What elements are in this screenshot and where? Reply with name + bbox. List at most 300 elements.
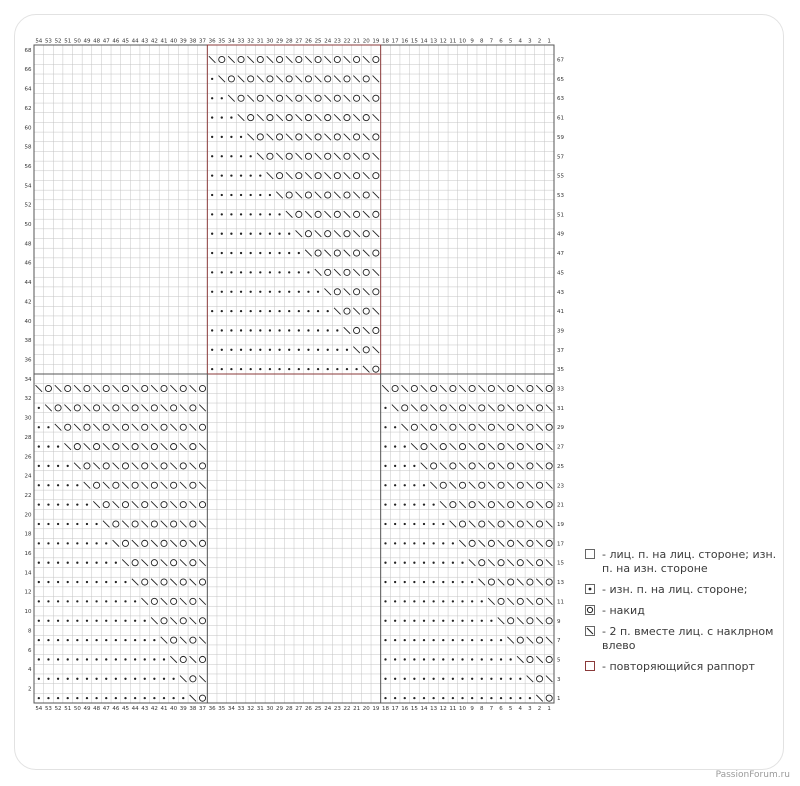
yarn-over-circle [344, 114, 350, 120]
purl-dot [153, 639, 155, 641]
yarn-over-circle [315, 134, 321, 140]
chart-grid [34, 45, 554, 703]
yarn-over-circle [94, 443, 100, 449]
purl-dot [307, 329, 309, 331]
k2tog-slash [199, 405, 206, 412]
k2tog-slash [450, 521, 457, 528]
k2tog-slash [141, 521, 148, 528]
purl-dot [471, 639, 473, 641]
column-label-top: 8 [480, 38, 484, 45]
yarn-over-circle [354, 211, 360, 217]
purl-dot [298, 271, 300, 273]
purl-dot [355, 368, 357, 370]
k2tog-slash [190, 695, 197, 702]
purl-dot [278, 349, 280, 351]
yarn-over-circle [267, 153, 273, 159]
purl-dot [269, 310, 271, 312]
k2tog-slash [315, 76, 322, 83]
k2tog-slash [373, 114, 380, 121]
purl-dot [67, 639, 69, 641]
k2tog-slash [296, 230, 303, 237]
k2tog-slash [122, 482, 129, 489]
k2tog-slash [324, 134, 331, 141]
column-label-top: 10 [459, 38, 467, 45]
k2tog-slash [373, 308, 380, 315]
purl-dot [76, 562, 78, 564]
row-label-left: 28 [24, 434, 32, 441]
purl-dot [144, 658, 146, 660]
purl-dot [452, 697, 454, 699]
k2tog-slash [170, 385, 177, 392]
purl-dot [221, 233, 223, 235]
row-label-right: 7 [557, 638, 561, 645]
purl-dot [432, 523, 434, 525]
yarn-over-circle [527, 502, 533, 508]
column-label-bottom: 37 [199, 706, 207, 712]
purl-dot [490, 658, 492, 660]
column-label-bottom: 33 [237, 706, 245, 712]
column-label-bottom: 28 [285, 706, 293, 712]
k2tog-slash [180, 521, 187, 528]
purl-dot [230, 271, 232, 273]
k2tog-slash [315, 114, 322, 121]
purl-dot [95, 523, 97, 525]
column-label-bottom: 25 [314, 706, 322, 712]
column-label-bottom: 17 [391, 706, 399, 712]
k2tog-slash [305, 134, 312, 141]
legend [585, 548, 790, 681]
yarn-over-circle [527, 540, 533, 546]
purl-dot [269, 349, 271, 351]
purl-dot [259, 271, 261, 273]
row-label-left: 40 [24, 318, 32, 325]
column-label-top: 15 [410, 38, 418, 45]
yarn-over-circle [536, 637, 542, 643]
purl-dot [124, 639, 126, 641]
k2tog-slash [305, 172, 312, 179]
purl-dot [105, 697, 107, 699]
purl-dot [115, 581, 117, 583]
row-label-right: 9 [557, 618, 561, 625]
yarn-over-circle [508, 385, 514, 391]
column-label-top: 28 [285, 38, 293, 45]
column-label-bottom: 51 [64, 706, 72, 712]
purl-dot [47, 658, 49, 660]
purl-dot [38, 600, 40, 602]
column-label-top: 5 [508, 38, 513, 45]
yarn-over-circle [171, 443, 177, 449]
yarn-over-circle [344, 192, 350, 198]
purl-dot [76, 581, 78, 583]
purl-dot [221, 136, 223, 138]
purl-dot [240, 368, 242, 370]
purl-dot [384, 426, 386, 428]
purl-dot [442, 600, 444, 602]
purl-dot [67, 581, 69, 583]
yarn-over-circle [469, 502, 475, 508]
purl-dot [307, 271, 309, 273]
purl-dot [240, 155, 242, 157]
yarn-over-circle [305, 153, 311, 159]
column-label-bottom: 24 [324, 706, 332, 712]
k2tog-slash [276, 192, 283, 199]
yarn-over-circle [508, 579, 514, 585]
purl-dot [124, 600, 126, 602]
purl-dot [317, 368, 319, 370]
purl-dot [384, 620, 386, 622]
k2tog-slash [161, 598, 168, 605]
purl-dot [384, 697, 386, 699]
purl-dot [230, 368, 232, 370]
purl-dot [384, 503, 386, 505]
purl-dot [67, 465, 69, 467]
yarn-over-circle [363, 192, 369, 198]
k2tog-slash [161, 443, 168, 450]
purl-dot [250, 194, 252, 196]
column-label-top: 44 [131, 38, 139, 45]
purl-dot [105, 678, 107, 680]
k2tog-slash [507, 559, 514, 566]
k2tog-slash [228, 56, 235, 63]
yarn-over-circle [161, 424, 167, 430]
purl-dot [250, 349, 252, 351]
column-label-top: 29 [276, 38, 284, 45]
k2tog-slash [517, 385, 524, 392]
purl-dot [76, 503, 78, 505]
purl-dot [442, 542, 444, 544]
k2tog-slash [344, 288, 351, 295]
yarn-over-circle [296, 56, 302, 62]
column-label-bottom: 44 [131, 706, 139, 712]
k2tog-slash [353, 230, 360, 237]
column-label-bottom: 39 [179, 706, 187, 712]
purl-dot [269, 252, 271, 254]
yarn-over-circle [508, 502, 514, 508]
k2tog-slash [64, 443, 71, 450]
yarn-over-circle [305, 114, 311, 120]
k2tog-slash [517, 579, 524, 586]
purl-dot [153, 697, 155, 699]
yarn-over-circle [142, 579, 148, 585]
yarn-over-circle [276, 173, 282, 179]
column-label-bottom: 13 [430, 706, 438, 712]
purl-dot [384, 639, 386, 641]
row-label-right: 45 [557, 270, 564, 277]
k2tog-slash [180, 676, 187, 683]
k2tog-slash [488, 405, 495, 412]
purl-dot [95, 620, 97, 622]
k2tog-slash [190, 617, 197, 624]
yarn-over-circle [286, 192, 292, 198]
yarn-over-circle [373, 56, 379, 62]
purl-dot [461, 639, 463, 641]
column-label-top: 41 [160, 38, 168, 45]
purl-dot [57, 600, 59, 602]
k2tog-slash [507, 405, 514, 412]
purl-dot [413, 639, 415, 641]
purl-dot [259, 213, 261, 215]
k2tog-slash [527, 676, 534, 683]
k2tog-slash [113, 424, 120, 431]
purl-dot [278, 252, 280, 254]
row-label-left: 50 [24, 222, 32, 229]
purl-dot [221, 310, 223, 312]
k2tog-slash [488, 559, 495, 566]
purl-dot [115, 658, 117, 660]
column-label-top: 46 [112, 38, 120, 45]
purl-dot [211, 349, 213, 351]
k2tog-slash [305, 56, 312, 63]
purl-dot [442, 581, 444, 583]
purl-dot [221, 213, 223, 215]
yarn-over-circle [103, 385, 109, 391]
k2tog-slash [440, 463, 447, 470]
k2tog-slash [93, 385, 100, 392]
purl-dot [394, 620, 396, 622]
row-label-left: 52 [24, 202, 32, 209]
column-label-top: 50 [73, 38, 81, 45]
purl-dot [115, 639, 117, 641]
row-label-left: 56 [24, 163, 32, 170]
purl-dot [259, 252, 261, 254]
purl-dot [240, 233, 242, 235]
purl-dot [38, 658, 40, 660]
purl-dot [67, 620, 69, 622]
yarn-over-circle [190, 637, 196, 643]
yarn-over-circle [228, 76, 234, 82]
purl-dot [307, 349, 309, 351]
column-label-top: 53 [44, 38, 52, 45]
yarn-over-circle [527, 579, 533, 585]
purl-dot [47, 445, 49, 447]
yarn-over-circle [488, 502, 494, 508]
k2tog-slash [84, 405, 91, 412]
row-label-left: 58 [24, 144, 32, 151]
row-label-right: 3 [557, 676, 561, 683]
yarn-over-circle [459, 521, 465, 527]
column-label-top: 14 [420, 38, 428, 45]
purl-dot [86, 639, 88, 641]
yarn-over-circle [479, 560, 485, 566]
column-label-bottom: 29 [276, 706, 284, 712]
purl-dot [384, 523, 386, 525]
k2tog-slash [267, 172, 274, 179]
k2tog-slash [421, 463, 428, 470]
yarn-over-circle [334, 173, 340, 179]
purl-dot [38, 523, 40, 525]
yarn-over-circle [508, 618, 514, 624]
yarn-over-circle [498, 482, 504, 488]
purl-dot [461, 620, 463, 622]
yarn-over-circle [180, 656, 186, 662]
purl-dot [221, 271, 223, 273]
purl-dot [144, 697, 146, 699]
yarn-over-circle [142, 463, 148, 469]
yarn-over-circle [94, 482, 100, 488]
legend-text-knit: - лиц. п. на лиц. стороне; изн. п. на изн. стороне [602, 548, 777, 575]
k2tog-slash [151, 617, 158, 624]
column-label-bottom: 7 [489, 706, 494, 712]
purl-dot [240, 349, 242, 351]
purl-dot [394, 523, 396, 525]
row-label-left: 36 [24, 357, 32, 364]
purl-dot [461, 658, 463, 660]
k2tog-slash [498, 385, 505, 392]
purl-dot [336, 349, 338, 351]
k2tog-slash [170, 501, 177, 508]
column-label-top: 25 [314, 38, 322, 45]
column-label-bottom: 53 [44, 706, 52, 712]
yarn-over-circle [469, 540, 475, 546]
purl-dot [211, 97, 213, 99]
purl-dot [86, 697, 88, 699]
yarn-over-circle [527, 618, 533, 624]
row-label-right: 27 [557, 444, 564, 451]
purl-dot [211, 291, 213, 293]
purl-dot [47, 465, 49, 467]
yarn-over-circle [257, 56, 263, 62]
yarn-over-circle [527, 656, 533, 662]
yarn-over-circle [334, 56, 340, 62]
purl-dot [452, 658, 454, 660]
yarn-over-circle [373, 173, 379, 179]
purl-dot [413, 658, 415, 660]
column-label-bottom: 5 [508, 706, 513, 712]
column-label-bottom: 23 [333, 706, 341, 712]
yarn-over-circle [257, 95, 263, 101]
yarn-over-circle [122, 463, 128, 469]
purl-dot [163, 658, 165, 660]
yarn-over-circle [199, 463, 205, 469]
purl-dot [413, 581, 415, 583]
k2tog-slash [170, 656, 177, 663]
k2tog-slash [315, 192, 322, 199]
yarn-over-circle [199, 385, 205, 391]
k2tog-slash [363, 211, 370, 218]
column-label-bottom: 45 [121, 706, 129, 712]
purl-dot [47, 620, 49, 622]
yarn-over-circle [190, 598, 196, 604]
purl-dot [413, 600, 415, 602]
purl-dot [471, 620, 473, 622]
k2tog-slash [401, 424, 408, 431]
k2tog-slash [151, 540, 158, 547]
yarn-over-circle [219, 56, 225, 62]
k2tog-slash [527, 637, 534, 644]
k2tog-slash [546, 482, 553, 489]
purl-dot [95, 562, 97, 564]
k2tog-slash [479, 540, 486, 547]
yarn-over-circle [411, 424, 417, 430]
k2tog-slash [296, 114, 303, 121]
row-label-right: 31 [557, 405, 564, 412]
k2tog-slash [334, 230, 341, 237]
yarn-over-circle [488, 463, 494, 469]
purl-dot [423, 697, 425, 699]
purl-dot [317, 291, 319, 293]
purl-dot [47, 484, 49, 486]
purl-dot [76, 620, 78, 622]
k2tog-slash [161, 521, 168, 528]
column-label-top: 19 [372, 38, 380, 45]
yarn-over-circle [122, 540, 128, 546]
purl-dot [432, 542, 434, 544]
yarn-over-circle [536, 598, 542, 604]
purl-dot [115, 678, 117, 680]
yarn-over-circle [171, 598, 177, 604]
row-label-right: 43 [557, 289, 564, 296]
row-label-right: 29 [557, 425, 564, 432]
k2tog-slash [459, 540, 466, 547]
yarn-over-circle [517, 560, 523, 566]
purl-dot [432, 697, 434, 699]
purl-dot [221, 349, 223, 351]
k2tog-slash [430, 405, 437, 412]
purl-dot [134, 639, 136, 641]
purl-dot [413, 678, 415, 680]
purl-dot [481, 697, 483, 699]
column-label-bottom: 35 [218, 706, 226, 712]
k2tog-slash [440, 424, 447, 431]
k2tog-slash [353, 76, 360, 83]
k2tog-slash [498, 424, 505, 431]
purl-dot [307, 310, 309, 312]
row-label-left: 62 [24, 105, 32, 112]
purl-dot [144, 620, 146, 622]
yarn-over-circle [315, 211, 321, 217]
row-label-right: 37 [557, 347, 564, 354]
k2tog-slash [344, 134, 351, 141]
yarn-over-circle [363, 308, 369, 314]
purl-dot [269, 291, 271, 293]
purl-dot [442, 639, 444, 641]
k2tog-slash [161, 559, 168, 566]
purl-dot [307, 368, 309, 370]
purl-dot [57, 484, 59, 486]
purl-dot [38, 562, 40, 564]
k2tog-slash [315, 153, 322, 160]
k2tog-slash [315, 269, 322, 276]
yarn-over-circle [142, 540, 148, 546]
purl-dot [57, 639, 59, 641]
purl-dot [269, 233, 271, 235]
k2tog-slash [334, 192, 341, 199]
row-label-right: 47 [557, 251, 564, 258]
k2tog-slash [228, 95, 235, 102]
yarn-over-circle [199, 656, 205, 662]
k2tog-slash [353, 308, 360, 315]
yarn-over-circle [354, 134, 360, 140]
k2tog-slash [373, 230, 380, 237]
purl-dot [57, 678, 59, 680]
purl-dot [432, 581, 434, 583]
k2tog-slash [507, 598, 514, 605]
k2tog-slash [459, 385, 466, 392]
purl-dot [86, 600, 88, 602]
k2tog-slash [392, 405, 399, 412]
yarn-over-circle [122, 424, 128, 430]
row-label-left: 20 [24, 512, 32, 519]
purl-dot [211, 329, 213, 331]
purl-dot [288, 329, 290, 331]
row-label-right: 5 [557, 657, 561, 664]
yarn-over-circle [517, 598, 523, 604]
purl-dot [124, 658, 126, 660]
yarn-over-circle [180, 424, 186, 430]
yarn-over-circle [276, 134, 282, 140]
yarn-over-circle [392, 385, 398, 391]
row-label-right: 25 [557, 463, 564, 470]
